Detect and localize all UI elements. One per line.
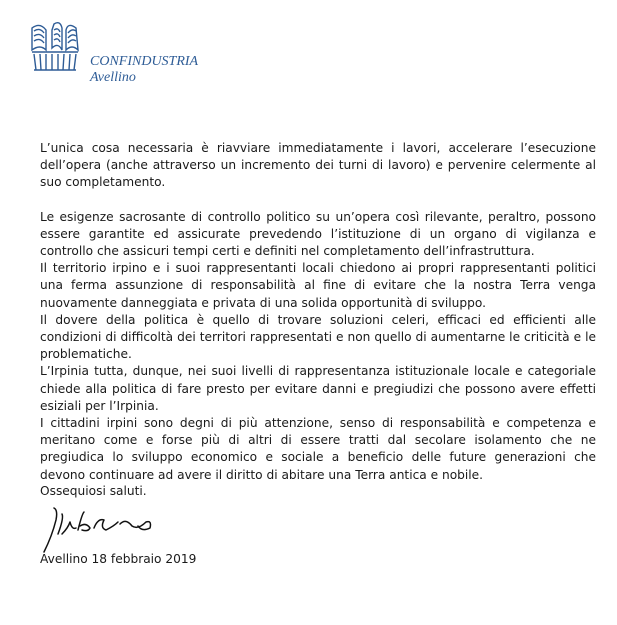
confindustria-logo-icon xyxy=(26,20,82,76)
org-city: Avellino xyxy=(90,70,136,85)
paragraph: Le esigenze sacrosante di controllo politico su un’opera così rilevante, peraltro, possono essere garantite ed assicurate prevedendo l’istituzione di un organo di vigilanza e controllo che assicuri tempi certi e definiti nel completamento dell’infrastruttura. xyxy=(40,209,596,259)
paragraph: L’unica cosa necessaria è riavviare immediatamente i lavori, accelerare l’esecuzione dell’opera (anche attraverso un incremento dei turni di lavoro) e pervenire celermente al suo completamento. xyxy=(40,141,596,190)
letter-body xyxy=(40,140,596,484)
paragraph: Il territorio irpino e i suoi rappresentanti locali chiedono ai propri rappresentanti politici una ferma assunzione di responsabilità al fine di evitare che la nostra Terra venga nuovamente danneggiata e privata di una solida opportunità di sviluppo. xyxy=(40,261,596,310)
paragraph: L’Irpinia tutta, dunque, nei suoi livelli di rappresentanza istituzionale locale e categoriale chiede alla politica di fare presto per evitare danni e pregiudizi che possono avere effetti esiziali per l’Irpinia. xyxy=(40,364,596,413)
letterhead xyxy=(90,54,198,86)
paragraph: I cittadini irpini sono degni di più attenzione, senso di responsabilità e competenza e meritano come e forse più di altri di essere tratti dal secolare isolamento che ne pregiudica lo sviluppo economico e sociale a beneficio delle future generazioni che devono continuare ad avere il diritto di abitare una Terra antica e nobile. xyxy=(40,416,596,482)
dateline: Avellino 18 febbraio 2019 xyxy=(40,552,197,566)
closing-salutation: Ossequiosi saluti. xyxy=(40,484,147,498)
handwritten-signature-icon xyxy=(34,500,174,558)
paragraph: Il dovere della politica è quello di trovare soluzioni celeri, efficaci ed efficienti alle condizioni di difficoltà dei territori rappresentati e non quello di aumentarne le criticità e le problematiche. xyxy=(40,312,596,362)
org-name: CONFINDUSTRIA xyxy=(90,54,199,69)
